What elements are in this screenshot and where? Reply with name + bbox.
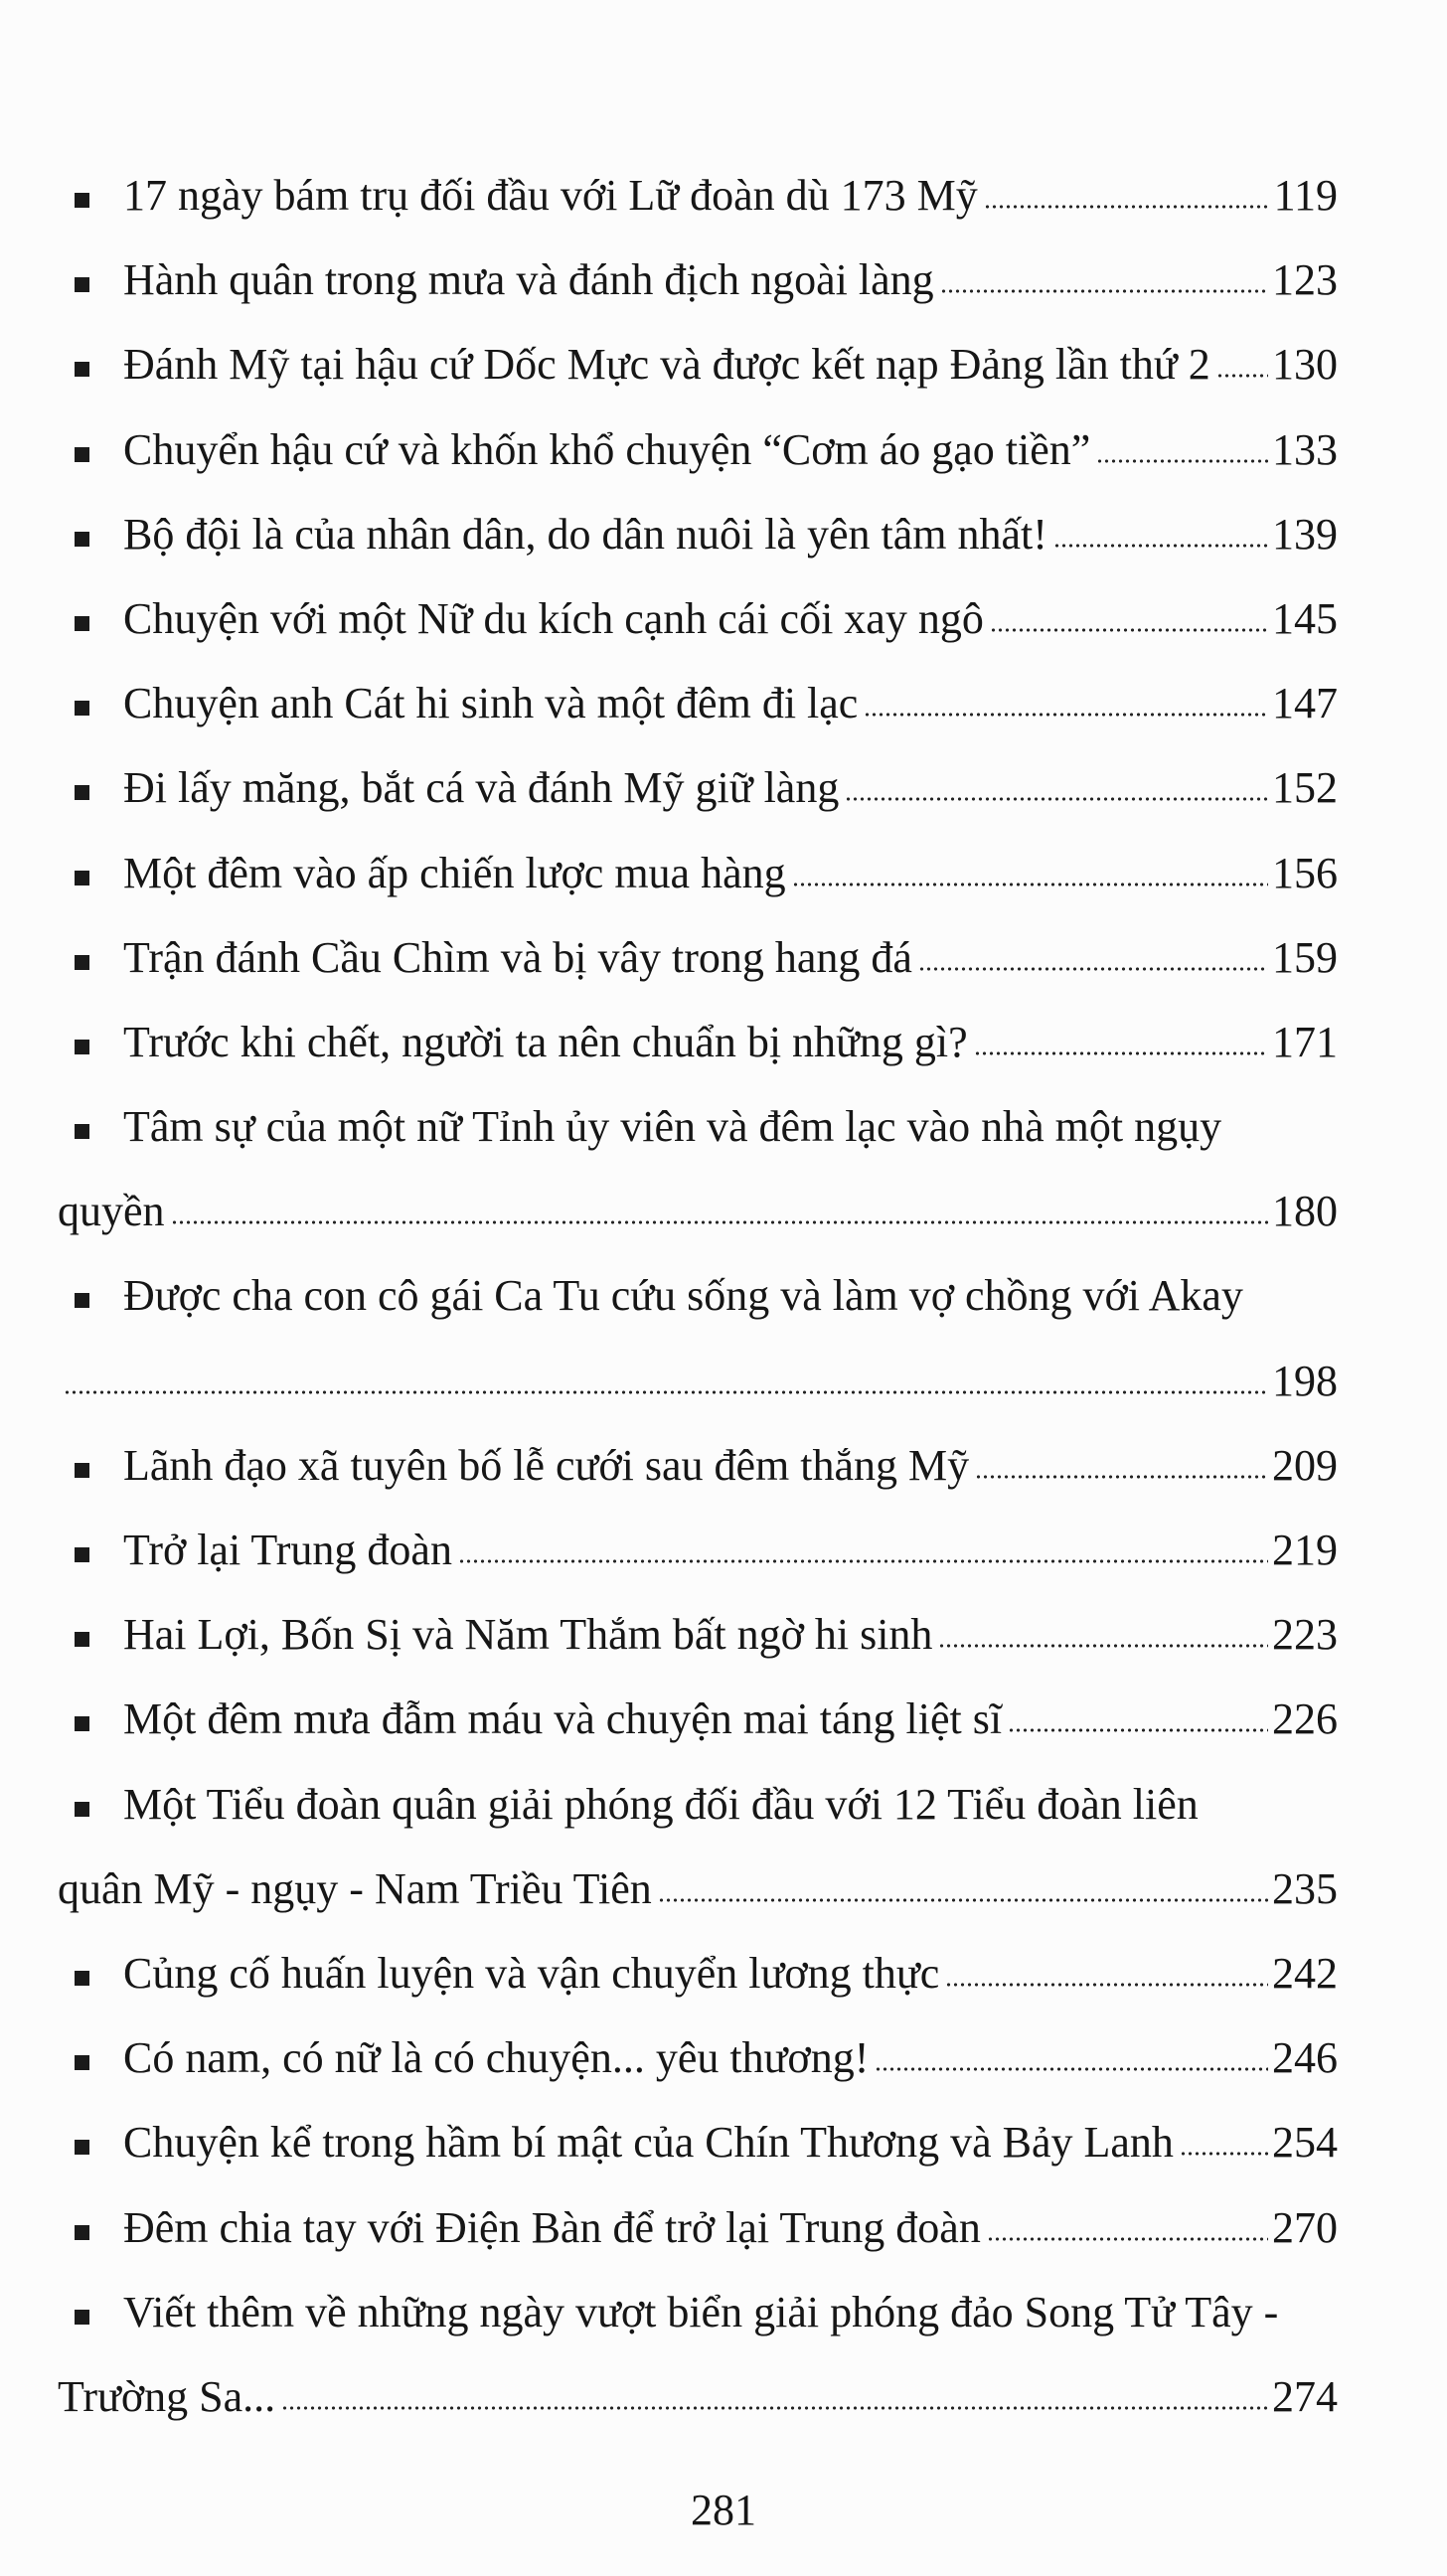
dot-leader xyxy=(1008,1727,1268,1733)
dot-leader xyxy=(792,882,1268,887)
toc-entry-line xyxy=(58,2015,1338,2100)
toc-entry-page: 219 xyxy=(1272,1526,1338,1574)
toc-entry xyxy=(58,238,1338,322)
toc-entry-page: 152 xyxy=(1272,763,1338,813)
toc-entry-page: 119 xyxy=(1273,171,1338,220)
toc-entry-line xyxy=(58,2270,1338,2354)
toc-entry-page: 133 xyxy=(1272,424,1338,474)
toc-entry-title: Chuyện với một Nữ du kích cạnh cái cối xay ngô xyxy=(123,593,984,643)
toc-entry-page: 156 xyxy=(1272,848,1338,897)
square-bullet-icon xyxy=(75,1463,89,1478)
toc-entry xyxy=(58,745,1338,830)
dot-leader xyxy=(984,204,1270,210)
toc-entry-page: 159 xyxy=(1272,932,1338,982)
dot-leader xyxy=(458,1558,1268,1564)
toc-entry-title: Một Tiểu đoàn quân giải phóng đối đầu với 12 Tiểu đoàn liên xyxy=(123,1779,1199,1829)
toc-entry-title: quân Mỹ - ngụy - Nam Triều Tiên xyxy=(58,1863,652,1913)
dot-leader xyxy=(938,1643,1268,1649)
toc-entry-title: Viết thêm về những ngày vượt biển giải phóng đảo Song Tử Tây - xyxy=(123,2287,1279,2336)
toc-entry-line xyxy=(58,2354,1338,2439)
toc-entry xyxy=(58,1253,1338,1422)
toc-entry-line xyxy=(58,2185,1338,2270)
toc-entry-line xyxy=(58,407,1338,492)
toc-entry-line xyxy=(58,492,1338,576)
toc-entry xyxy=(58,915,1338,1000)
dot-leader xyxy=(940,288,1268,294)
toc-entry xyxy=(58,153,1338,238)
toc-entry-title: Trước khi chết, người ta nên chuẩn bị những gì? xyxy=(123,1017,968,1066)
dot-leader xyxy=(281,2405,1268,2411)
square-bullet-icon xyxy=(75,2310,89,2325)
toc-entry xyxy=(58,2015,1338,2100)
toc-entry xyxy=(58,1677,1338,1761)
toc-entry-title: Tâm sự của một nữ Tỉnh ủy viên và đêm lạc vào nhà một ngụy xyxy=(123,1102,1222,1152)
square-bullet-icon xyxy=(75,1293,89,1308)
toc-entry-line xyxy=(58,1847,1338,1931)
toc-entry-title: Có nam, có nữ là có chuyện... yêu thương! xyxy=(123,2033,870,2083)
square-bullet-icon xyxy=(75,1971,89,1986)
toc-entry-line xyxy=(58,2100,1338,2184)
table-of-contents xyxy=(58,153,1338,2439)
dot-leader xyxy=(987,2236,1268,2242)
toc-entry-page: 226 xyxy=(1272,1694,1338,1744)
toc-entry-title: Củng cố huấn luyện và vận chuyển lương thực xyxy=(123,1948,940,1998)
toc-entry-line xyxy=(58,238,1338,322)
square-bullet-icon xyxy=(75,955,89,970)
toc-entry-page: 242 xyxy=(1272,1948,1338,1998)
toc-entry-page: 171 xyxy=(1272,1017,1338,1066)
toc-entry-title: Chuyện anh Cát hi sinh và một đêm đi lạc xyxy=(123,679,859,728)
toc-entry-title: Lãnh đạo xã tuyên bố lễ cưới sau đêm thắng Mỹ xyxy=(123,1440,970,1490)
toc-entry-title: Chuyện kể trong hầm bí mật của Chín Thương và Bảy Lanh xyxy=(123,2118,1174,2168)
toc-entry xyxy=(58,407,1338,492)
toc-entry-page: 235 xyxy=(1272,1863,1338,1913)
toc-entry-page: 270 xyxy=(1272,2202,1338,2252)
toc-entry-title: Một đêm vào ấp chiến lược mua hàng xyxy=(123,848,786,897)
toc-entry xyxy=(58,2100,1338,2184)
dot-leader xyxy=(875,2066,1268,2072)
toc-entry xyxy=(58,1508,1338,1592)
dot-leader xyxy=(1053,543,1268,549)
toc-entry-title: Bộ đội là của nhân dân, do dân nuôi là yên tâm nhất! xyxy=(123,509,1047,559)
toc-entry-title: Trở lại Trung đoàn xyxy=(123,1526,452,1574)
square-bullet-icon xyxy=(75,785,89,800)
dot-leader xyxy=(64,1389,1268,1395)
square-bullet-icon xyxy=(75,447,89,462)
square-bullet-icon xyxy=(75,1124,89,1139)
toc-entry xyxy=(58,576,1338,661)
toc-entry xyxy=(58,1931,1338,2015)
dot-leader xyxy=(845,796,1268,802)
toc-entry-title: Một đêm mưa đẫm máu và chuyện mai táng liệt sĩ xyxy=(123,1694,1003,1744)
square-bullet-icon xyxy=(75,1802,89,1817)
dot-leader xyxy=(658,1897,1268,1903)
toc-entry-page: 139 xyxy=(1272,509,1338,559)
square-bullet-icon xyxy=(75,1547,89,1562)
dot-leader xyxy=(171,1219,1268,1225)
toc-entry-title: 17 ngày bám trụ đối đầu với Lữ đoàn dù 173 Mỹ xyxy=(123,171,978,220)
toc-entry-title: Chuyển hậu cứ và khốn khổ chuyện “Cơm áo gạo tiền” xyxy=(123,424,1091,474)
toc-entry-page: 130 xyxy=(1272,340,1338,390)
toc-entry xyxy=(58,2270,1338,2439)
toc-entry-line xyxy=(58,576,1338,661)
toc-entry-title: Đêm chia tay với Điện Bàn để trở lại Trung đoàn xyxy=(123,2202,981,2252)
dot-leader xyxy=(1216,373,1268,379)
toc-entry-title: Hành quân trong mưa và đánh địch ngoài làng xyxy=(123,255,934,305)
square-bullet-icon xyxy=(75,277,89,292)
toc-entry xyxy=(58,2185,1338,2270)
dot-leader xyxy=(864,712,1268,718)
square-bullet-icon xyxy=(75,871,89,886)
toc-entry xyxy=(58,322,1338,406)
toc-entry xyxy=(58,661,1338,745)
toc-entry-page: 180 xyxy=(1272,1187,1338,1236)
toc-entry-line xyxy=(58,1762,1338,1847)
toc-entry-line xyxy=(58,1508,1338,1592)
toc-entry-title: Đi lấy măng, bắt cá và đánh Mỹ giữ làng xyxy=(123,763,840,813)
toc-entry-line xyxy=(58,1253,1338,1338)
toc-entry-page: 274 xyxy=(1272,2371,1338,2421)
dot-leader xyxy=(990,627,1268,633)
toc-entry-line xyxy=(58,1931,1338,2015)
square-bullet-icon xyxy=(75,532,89,547)
square-bullet-icon xyxy=(75,1040,89,1054)
toc-entry-line xyxy=(58,1169,1338,1253)
toc-entry-line xyxy=(58,1339,1338,1423)
toc-entry xyxy=(58,492,1338,576)
toc-entry-line xyxy=(58,661,1338,745)
toc-entry-title: Đánh Mỹ tại hậu cứ Dốc Mực và được kết nạp Đảng lần thứ 2 xyxy=(123,340,1210,390)
dot-leader xyxy=(975,1474,1268,1480)
toc-entry-line xyxy=(58,1592,1338,1677)
toc-entry-line xyxy=(58,1677,1338,1761)
toc-entry xyxy=(58,1084,1338,1253)
toc-entry-line xyxy=(58,915,1338,1000)
dot-leader xyxy=(918,966,1268,972)
page-number: 281 xyxy=(691,2486,756,2534)
toc-entry-title: Hai Lợi, Bốn Sị và Năm Thắm bất ngờ hi sinh xyxy=(123,1610,933,1660)
toc-entry xyxy=(58,1000,1338,1084)
toc-entry xyxy=(58,1762,1338,1931)
square-bullet-icon xyxy=(75,2055,89,2070)
toc-entry-title: Trận đánh Cầu Chìm và bị vây trong hang đá xyxy=(123,932,912,982)
toc-entry-page: 198 xyxy=(1272,1356,1338,1405)
toc-entry-page: 209 xyxy=(1272,1440,1338,1490)
square-bullet-icon xyxy=(75,1632,89,1647)
square-bullet-icon xyxy=(75,362,89,377)
toc-entry-line xyxy=(58,1423,1338,1508)
square-bullet-icon xyxy=(75,2140,89,2155)
toc-entry-line xyxy=(58,745,1338,830)
dot-leader xyxy=(945,1982,1268,1988)
toc-entry xyxy=(58,831,1338,915)
toc-entry-line xyxy=(58,1084,1338,1169)
toc-entry-title: Trường Sa... xyxy=(58,2371,276,2421)
toc-entry-line xyxy=(58,322,1338,406)
toc-entry xyxy=(58,1592,1338,1677)
toc-entry-page: 254 xyxy=(1272,2118,1338,2168)
square-bullet-icon xyxy=(75,616,89,631)
toc-entry-page: 147 xyxy=(1272,679,1338,728)
dot-leader xyxy=(974,1050,1268,1056)
toc-entry-title: quyền xyxy=(58,1187,165,1236)
toc-entry-page: 145 xyxy=(1272,593,1338,643)
toc-entry-page: 223 xyxy=(1272,1610,1338,1660)
square-bullet-icon xyxy=(75,193,89,208)
toc-entry-page: 246 xyxy=(1272,2033,1338,2083)
toc-entry-line xyxy=(58,1000,1338,1084)
toc-entry-page: 123 xyxy=(1272,255,1338,305)
square-bullet-icon xyxy=(75,701,89,716)
dot-leader xyxy=(1180,2151,1268,2157)
toc-entry xyxy=(58,1423,1338,1508)
square-bullet-icon xyxy=(75,2225,89,2240)
square-bullet-icon xyxy=(75,1716,89,1731)
dot-leader xyxy=(1096,458,1268,464)
toc-entry-title: Được cha con cô gái Ca Tu cứu sống và làm vợ chồng với Akay xyxy=(123,1271,1243,1321)
toc-entry-line xyxy=(58,831,1338,915)
toc-entry-line xyxy=(58,153,1338,238)
